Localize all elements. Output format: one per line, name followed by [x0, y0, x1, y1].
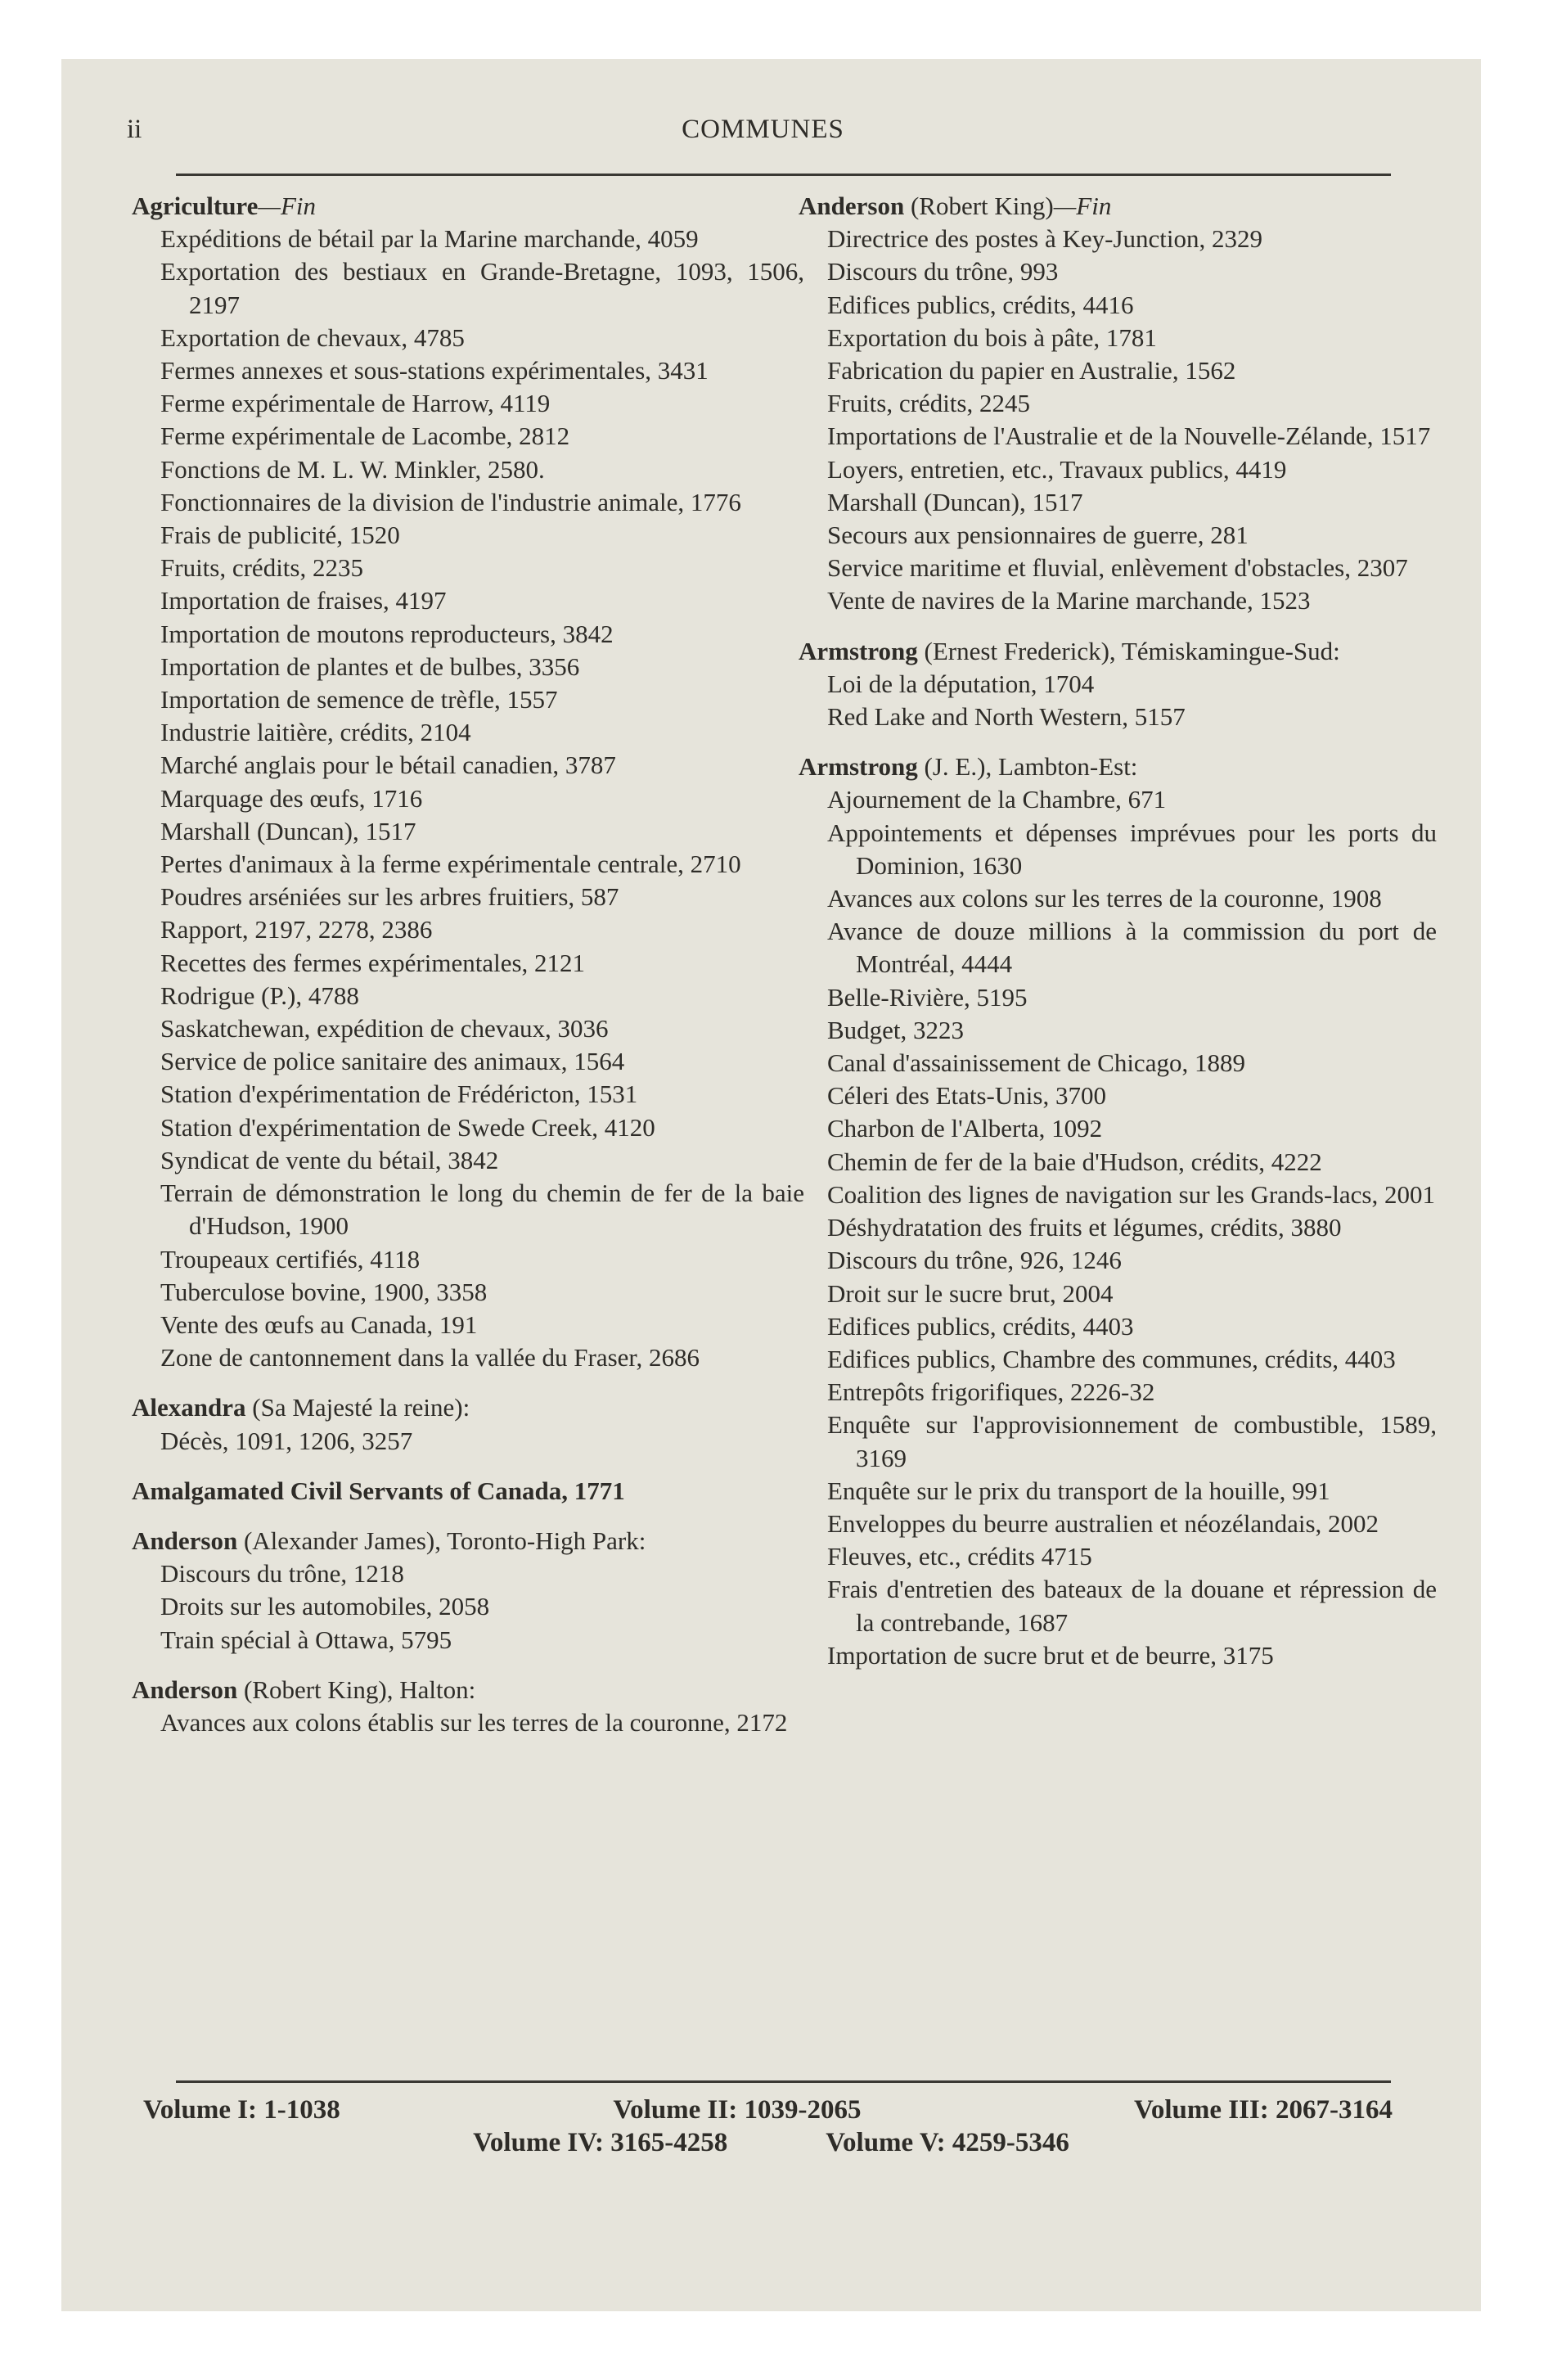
- index-entry: Service de police sanitaire des animaux, 1564: [160, 1047, 625, 1076]
- index-entry: Terrain de démonstration le long du chemin de fer de la baie d'Hudson, 1900: [160, 1179, 804, 1241]
- index-entry: Exportation du bois à pâte, 1781: [827, 322, 1157, 352]
- index-entry: Belle-Rivière, 5195: [827, 982, 1028, 1012]
- index-entry: Loyers, entretien, etc., Travaux publics, 4419: [827, 454, 1287, 484]
- heading-qualifier: —Fin: [258, 192, 317, 220]
- index-entry: Canal d'assainissement de Chicago, 1889: [827, 1048, 1245, 1078]
- index-section: [132, 1475, 804, 1508]
- index-entry: Rapport, 2197, 2278, 2386: [160, 915, 433, 944]
- index-entry: Loi de la députation, 1704: [827, 669, 1095, 698]
- index-entry: Coalition des lignes de navigation sur les Grands-lacs, 2001: [827, 1179, 1436, 1209]
- index-entry: Discours du trône, 926, 1246: [827, 1246, 1122, 1275]
- index-entry: Fleuves, etc., crédits 4715: [827, 1542, 1092, 1571]
- index-entry: Train spécial à Ottawa, 5795: [160, 1625, 452, 1654]
- volume-range: Volume II: 1039-2065: [613, 2095, 862, 2125]
- index-entry: Expéditions de bétail par la Marine marchande, 4059: [160, 224, 699, 254]
- index-entry: Marshall (Duncan), 1517: [160, 816, 416, 845]
- index-entry: Marshall (Duncan), 1517: [827, 487, 1083, 516]
- heading-qualifier: (Robert King), Halton:: [237, 1675, 476, 1704]
- index-entry: Service maritime et fluvial, enlèvement d'obstacles, 2307: [827, 553, 1408, 583]
- index-entry: Importation de sucre brut et de beurre, 3175: [827, 1640, 1274, 1670]
- section-heading: [132, 1525, 804, 1557]
- index-entry: Station d'expérimentation de Swede Creek, 4120: [160, 1112, 655, 1142]
- index-entry: Importations de l'Australie et de la Nouvelle-Zélande, 1517: [827, 421, 1431, 451]
- right-column: [799, 190, 1437, 1689]
- index-entry: Edifices publics, crédits, 4416: [827, 290, 1134, 319]
- index-entry: Edifices publics, Chambre des communes, crédits, 4403: [827, 1344, 1396, 1373]
- index-page: [61, 59, 1481, 2311]
- index-entry: Droits sur les automobiles, 2058: [160, 1592, 490, 1621]
- section-heading: [799, 751, 1437, 783]
- index-entry: Déshydratation des fruits et légumes, crédits, 3880: [827, 1213, 1342, 1242]
- header-rule: [176, 174, 1391, 176]
- section-heading: [132, 1674, 804, 1706]
- index-entry: Marché anglais pour le bétail canadien, 3787: [160, 751, 616, 780]
- heading-qualifier-suffix: —Fin: [1053, 192, 1112, 220]
- index-section: [799, 751, 1437, 1672]
- left-column: [132, 190, 804, 1756]
- volume-range: Volume I: 1-1038: [143, 2095, 340, 2125]
- index-entry: Droit sur le sucre brut, 2004: [827, 1278, 1114, 1308]
- volume-footer: [61, 2094, 1481, 2159]
- index-entry: Entrepôts frigorifiques, 2226-32: [827, 1377, 1155, 1407]
- index-entry: Edifices publics, crédits, 4403: [827, 1311, 1134, 1341]
- section-heading: [132, 1475, 804, 1508]
- index-entry: Directrice des postes à Key-Junction, 2329: [827, 224, 1263, 254]
- heading-qualifier: (Ernest Frederick), Témiskamingue-Sud:: [917, 636, 1340, 665]
- footer-rule: [176, 2080, 1391, 2083]
- index-entry: Ferme expérimentale de Harrow, 4119: [160, 389, 551, 418]
- index-entry: Exportation de chevaux, 4785: [160, 322, 465, 352]
- index-entry: Troupeaux certifiés, 4118: [160, 1244, 421, 1273]
- index-entry: Industrie laitière, crédits, 2104: [160, 718, 471, 747]
- section-heading: [799, 635, 1437, 668]
- heading-name: Alexandra: [132, 1393, 246, 1422]
- index-entry: Décès, 1091, 1206, 3257: [160, 1426, 413, 1455]
- index-entry: Enquête sur l'approvisionnement de combustible, 1589, 3169: [827, 1410, 1437, 1472]
- volume-range: Volume III: 2067-3164: [1134, 2095, 1393, 2125]
- volume-range: Volume V: 4259-5346: [826, 2128, 1069, 2157]
- index-entry: Avances aux colons sur les terres de la couronne, 1908: [827, 884, 1382, 913]
- index-entry: Fruits, crédits, 2235: [160, 553, 363, 583]
- index-entry: Secours aux pensionnaires de guerre, 281: [827, 521, 1249, 550]
- index-entry: Fonctionnaires de la division de l'industrie animale, 1776: [160, 487, 741, 516]
- heading-qualifier: (Alexander James), Toronto-High Park:: [237, 1526, 646, 1555]
- page-number: ii: [127, 115, 142, 144]
- heading-name: Armstrong: [799, 752, 918, 782]
- index-entry: Charbon de l'Alberta, 1092: [827, 1114, 1103, 1143]
- index-entry: Vente de navires de la Marine marchande, 1523: [827, 586, 1311, 615]
- running-title: COMMUNES: [682, 115, 844, 144]
- index-entry: Frais d'entretien des bateaux de la douane et répression de la contrebande, 1687: [827, 1575, 1437, 1637]
- section-heading: [799, 190, 1437, 223]
- index-entry: Chemin de fer de la baie d'Hudson, crédits, 4222: [827, 1147, 1322, 1176]
- index-entry: Appointements et dépenses imprévues pour les ports du Dominion, 1630: [827, 818, 1437, 880]
- index-entry: Recettes des fermes expérimentales, 2121: [160, 948, 586, 977]
- index-entry: Saskatchewan, expédition de chevaux, 3036: [160, 1014, 609, 1044]
- index-section: [799, 635, 1437, 734]
- index-entry: Exportation des bestiaux en Grande-Bretagne, 1093, 1506, 2197: [160, 257, 804, 319]
- index-entry: Syndicat de vente du bétail, 3842: [160, 1145, 499, 1174]
- index-entry: Marquage des œufs, 1716: [160, 783, 423, 813]
- volume-range: Volume IV: 3165-4258: [473, 2128, 728, 2157]
- index-entry: Fruits, crédits, 2245: [827, 389, 1030, 418]
- heading-qualifier: (Sa Majesté la reine):: [245, 1393, 470, 1422]
- index-entry: Budget, 3223: [827, 1015, 965, 1044]
- index-entry: Discours du trône, 993: [827, 257, 1059, 286]
- index-section: [132, 1525, 804, 1657]
- index-entry: Rodrigue (P.), 4788: [160, 980, 359, 1010]
- index-entry: Fonctions de M. L. W. Minkler, 2580.: [160, 454, 545, 484]
- index-entry: Enveloppes du beurre australien et néozélandais, 2002: [827, 1508, 1379, 1538]
- index-entry: Poudres arséniées sur les arbres fruitiers, 587: [160, 882, 619, 912]
- index-entry: Ferme expérimentale de Lacombe, 2812: [160, 421, 570, 451]
- index-entry: Pertes d'animaux à la ferme expérimentale centrale, 2710: [160, 850, 741, 879]
- index-entry: Avance de douze millions à la commission du port de Montréal, 4444: [827, 917, 1437, 979]
- index-entry: Enquête sur le prix du transport de la houille, 991: [827, 1476, 1330, 1505]
- heading-name: Anderson: [132, 1526, 238, 1555]
- index-entry: Station d'expérimentation de Frédéricton, 1531: [160, 1080, 638, 1109]
- index-entry: Vente des œufs au Canada, 191: [160, 1309, 478, 1339]
- index-entry: Red Lake and North Western, 5157: [827, 702, 1186, 732]
- heading-name: Amalgamated Civil Servants of Canada, 1771: [132, 1476, 625, 1505]
- index-entry: Frais de publicité, 1520: [160, 521, 400, 550]
- index-entry: Tuberculose bovine, 1900, 3358: [160, 1277, 488, 1306]
- index-entry: Fabrication du papier en Australie, 1562: [827, 356, 1236, 385]
- index-entry: Discours du trône, 1218: [160, 1559, 404, 1589]
- index-entry: Céleri des Etats-Unis, 3700: [827, 1081, 1106, 1111]
- index-entry: Zone de cantonnement dans la vallée du Fraser, 2686: [160, 1343, 700, 1373]
- heading-name: Armstrong: [799, 636, 918, 665]
- index-entry: Importation de moutons reproducteurs, 3842: [160, 619, 614, 648]
- heading-name: Agriculture: [132, 192, 259, 220]
- index-entry: Avances aux colons établis sur les terres de la couronne, 2172: [160, 1707, 788, 1737]
- section-heading: [132, 1391, 804, 1424]
- section-heading: [132, 190, 804, 223]
- index-entry: Fermes annexes et sous-stations expérimentales, 3431: [160, 356, 709, 385]
- index-entry: Importation de plantes et de bulbes, 3356: [160, 651, 580, 681]
- heading-name: Anderson: [799, 192, 905, 220]
- heading-qualifier: (Robert King): [904, 192, 1054, 220]
- heading-qualifier: (J. E.), Lambton-Est:: [917, 752, 1138, 782]
- heading-name: Anderson: [132, 1675, 238, 1704]
- index-section: [132, 190, 804, 1374]
- index-entry: Importation de semence de trèfle, 1557: [160, 685, 558, 714]
- index-section: [799, 190, 1437, 618]
- index-section: [132, 1391, 804, 1457]
- index-entry: Importation de fraises, 4197: [160, 586, 447, 615]
- page-header: [127, 115, 1399, 151]
- index-section: [132, 1674, 804, 1739]
- index-entry: Ajournement de la Chambre, 671: [827, 785, 1167, 814]
